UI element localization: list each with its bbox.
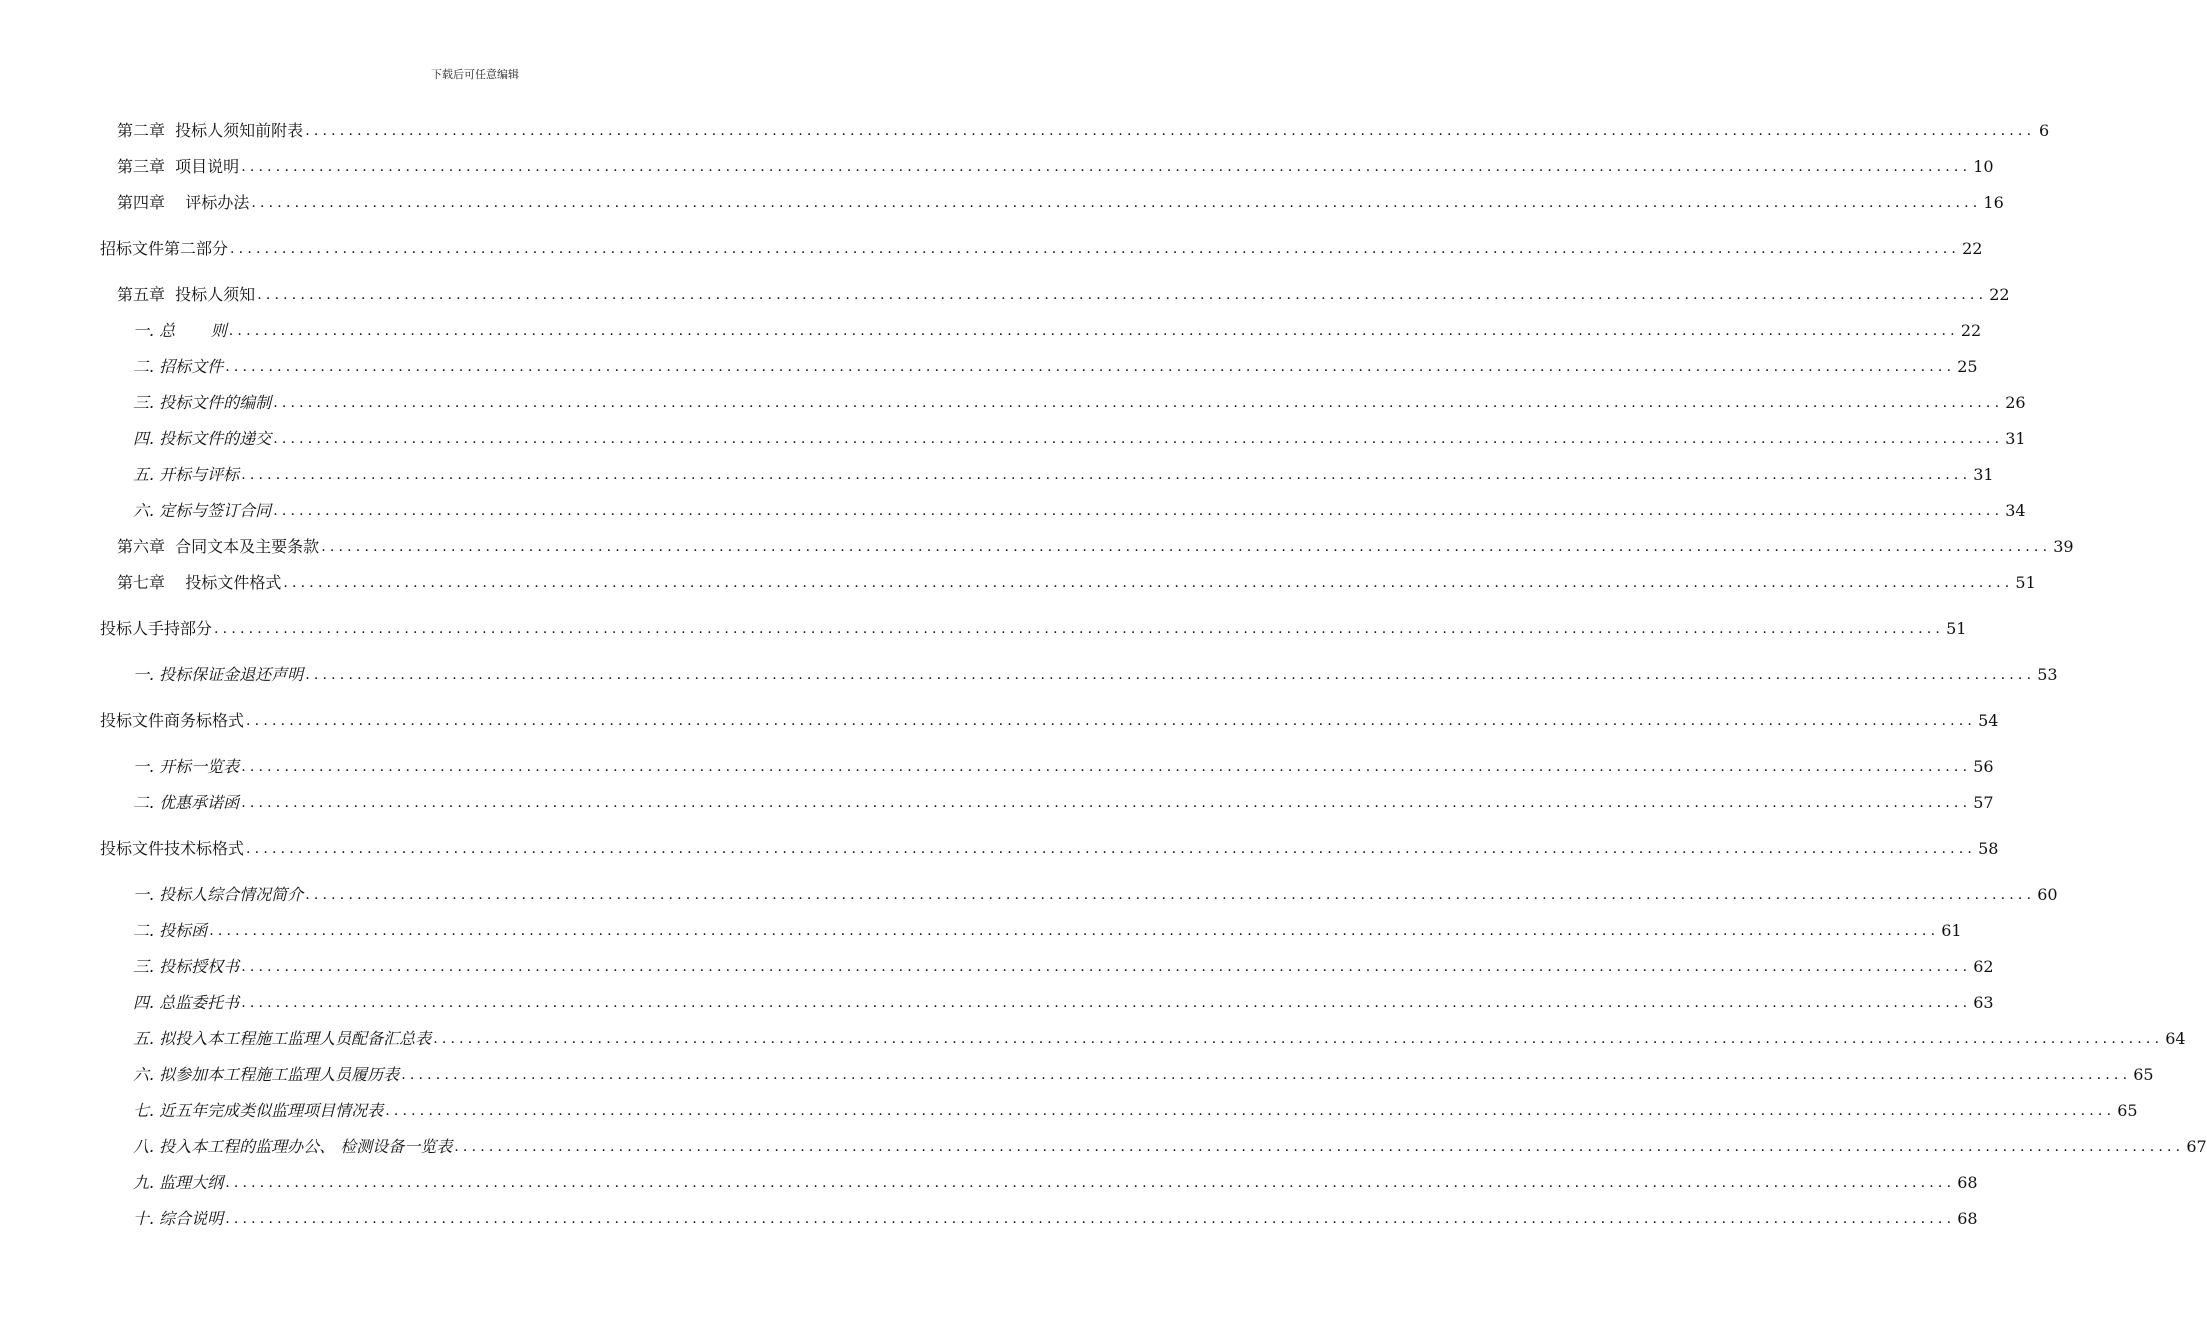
toc-entry-title: 二. 优惠承诺函 [133, 793, 240, 812]
toc-entry[interactable] [100, 835, 1999, 859]
toc-page-number: 34 [2005, 501, 2026, 520]
toc-entry-title: 投标文件商务标格式 [100, 711, 245, 730]
toc-entry-title: 投标人手持部分 [100, 619, 213, 638]
toc-entry-title: 二. 招标文件 [133, 357, 224, 376]
toc-page-number: 65 [2133, 1065, 2154, 1084]
toc-entry-title: 四. 投标文件的递交 [133, 429, 272, 448]
toc-page-number: 51 [1946, 619, 1967, 638]
toc-entry[interactable] [133, 1061, 2154, 1085]
toc-entry[interactable] [133, 461, 1994, 485]
toc-leader-dots: ........................................................................................................................................................................................................ [321, 539, 2052, 555]
toc-entry[interactable] [133, 425, 2026, 449]
toc-page-number: 65 [2117, 1101, 2138, 1120]
toc-entry[interactable] [133, 1169, 1978, 1193]
toc-page-number: 62 [1973, 957, 1994, 976]
toc-entry-title: 第七章 投标文件格式 [117, 573, 282, 592]
toc-page-number: 68 [1957, 1209, 1978, 1228]
toc-leader-dots: ........................................................................................................................................................................................................ [305, 887, 2036, 903]
toc-entry[interactable] [133, 1025, 2186, 1049]
toc-page-number: 25 [1957, 357, 1978, 376]
toc-leader-dots: ........................................................................................................................................................................................................ [241, 995, 1972, 1011]
toc-entry-title: 投标文件技术标格式 [100, 839, 245, 858]
toc-leader-dots: ........................................................................................................................................................................................................ [241, 159, 1972, 175]
toc-entry[interactable] [117, 153, 1994, 177]
toc-entry[interactable] [117, 189, 2004, 213]
toc-leader-dots: ........................................................................................................................................................................................................ [225, 359, 1956, 375]
toc-entry[interactable] [133, 1133, 2207, 1157]
toc-entry-title: 二. 投标函 [133, 921, 208, 940]
toc-leader-dots: ........................................................................................................................................................................................................ [454, 1139, 2185, 1155]
toc-leader-dots: ........................................................................................................................................................................................................ [241, 959, 1972, 975]
toc-leader-dots: ........................................................................................................................................................................................................ [401, 1067, 2132, 1083]
toc-leader-dots: ........................................................................................................................................................................................................ [241, 467, 1972, 483]
toc-entry-title: 第五章 投标人须知 [117, 285, 256, 304]
toc-entry-title: 第二章 投标人须知前附表 [117, 121, 304, 140]
toc-entry[interactable] [117, 569, 2036, 593]
toc-entry-title: 第三章 项目说明 [117, 157, 240, 176]
toc-entry[interactable] [133, 497, 2026, 521]
toc-leader-dots: ........................................................................................................................................................................................................ [251, 195, 1982, 211]
toc-leader-dots: ........................................................................................................................................................................................................ [257, 287, 1988, 303]
toc-page-number: 58 [1978, 839, 1999, 858]
toc-page-number: 16 [1983, 193, 2004, 212]
toc-entry-title: 一. 总 则 [133, 321, 227, 340]
toc-entry[interactable] [117, 117, 2050, 141]
toc-entry[interactable] [133, 661, 2058, 685]
toc-entry[interactable] [100, 235, 1983, 259]
toc-leader-dots: ........................................................................................................................................................................................................ [246, 713, 1977, 729]
toc-entry[interactable] [133, 1097, 2138, 1121]
toc-leader-dots: ........................................................................................................................................................................................................ [246, 841, 1977, 857]
toc-leader-dots: ........................................................................................................................................................................................................ [433, 1031, 2164, 1047]
toc-entry-title: 六. 拟参加本工程施工监理人员履历表 [133, 1065, 400, 1084]
toc-leader-dots: ........................................................................................................................................................................................................ [305, 667, 2036, 683]
toc-entry[interactable] [133, 317, 1982, 341]
toc-leader-dots: ........................................................................................................................................................................................................ [209, 923, 1940, 939]
toc-page-number: 57 [1973, 793, 1994, 812]
toc-entry[interactable] [133, 989, 1994, 1013]
toc-entry[interactable] [117, 533, 2074, 557]
toc-entry[interactable] [133, 789, 1994, 813]
toc-page-number: 31 [1973, 465, 1994, 484]
toc-entry[interactable] [133, 753, 1994, 777]
toc-page-number: 56 [1973, 757, 1994, 776]
toc-entry-title: 七. 近五年完成类似监理项目情况表 [133, 1101, 384, 1120]
toc-leader-dots: ........................................................................................................................................................................................................ [241, 795, 1972, 811]
toc-entry[interactable] [100, 615, 1967, 639]
toc-entry-title: 三. 投标授权书 [133, 957, 240, 976]
toc-entry[interactable] [133, 881, 2058, 905]
toc-page-number: 22 [1989, 285, 2010, 304]
toc-entry-title: 第四章 评标办法 [117, 193, 250, 212]
toc-entry[interactable] [100, 707, 1999, 731]
toc-entry[interactable] [133, 917, 1962, 941]
toc-leader-dots: ........................................................................................................................................................................................................ [273, 503, 2004, 519]
toc-entry[interactable] [133, 953, 1994, 977]
page-header: 下载后可任意编辑 [431, 68, 519, 81]
toc-entry-title: 三. 投标文件的编制 [133, 393, 272, 412]
toc-page-number: 64 [2165, 1029, 2186, 1048]
toc-entry-title: 招标文件第二部分 [100, 239, 229, 258]
toc-entry-title: 九. 监理大纲 [133, 1173, 224, 1192]
toc-page-number: 6 [2039, 121, 2050, 140]
toc-leader-dots: ........................................................................................................................................................................................................ [225, 1211, 1956, 1227]
toc-entry-title: 一. 开标一览表 [133, 757, 240, 776]
toc-entry-title: 六. 定标与签订合同 [133, 501, 272, 520]
toc-entry-title: 十. 综合说明 [133, 1209, 224, 1228]
toc-entry-title: 一. 投标人综合情况简介 [133, 885, 304, 904]
toc-leader-dots: ........................................................................................................................................................................................................ [230, 241, 1961, 257]
toc-leader-dots: ........................................................................................................................................................................................................ [283, 575, 2014, 591]
toc-page-number: 31 [2005, 429, 2026, 448]
toc-page-number: 53 [2037, 665, 2058, 684]
toc-page-number: 22 [1962, 239, 1983, 258]
toc-page-number: 60 [2037, 885, 2058, 904]
toc-leader-dots: ........................................................................................................................................................................................................ [273, 395, 2004, 411]
toc-leader-dots: ........................................................................................................................................................................................................ [305, 123, 2036, 139]
toc-page-number: 22 [1960, 321, 1982, 340]
toc-entry[interactable] [133, 353, 1978, 377]
toc-entry[interactable] [133, 1205, 1978, 1229]
toc-page-number: 39 [2053, 537, 2074, 556]
toc-leader-dots: ........................................................................................................................................................................................................ [214, 621, 1945, 637]
toc-page-number: 68 [1957, 1173, 1978, 1192]
toc-leader-dots: ........................................................................................................................................................................................................ [273, 431, 2004, 447]
toc-page-number: 63 [1973, 993, 1994, 1012]
toc-entry[interactable] [117, 281, 2010, 305]
toc-entry-title: 五. 开标与评标 [133, 465, 240, 484]
toc-page-number: 67 [2186, 1137, 2207, 1156]
toc-entry-title: 一. 投标保证金退还声明 [133, 665, 304, 684]
toc-entry-title: 五. 拟投入本工程施工监理人员配备汇总表 [133, 1029, 432, 1048]
toc-entry-title: 八. 投入本工程的监理办公、 检测设备一览表 [133, 1137, 453, 1156]
toc-leader-dots: ........................................................................................................................................................................................................ [241, 759, 1972, 775]
toc-page-number: 51 [2015, 573, 2036, 592]
toc-entry[interactable] [133, 389, 2026, 413]
toc-entry-title: 四. 总监委托书 [133, 993, 240, 1012]
toc-page-number: 10 [1973, 157, 1994, 176]
toc-page-number: 61 [1941, 921, 1962, 940]
toc-leader-dots: ........................................................................................................................................................................................................ [385, 1103, 2116, 1119]
toc-page-number: 26 [2005, 393, 2026, 412]
toc-page-number: 54 [1978, 711, 1999, 730]
toc-leader-dots: ........................................................................................................................................................................................................ [228, 323, 1959, 339]
toc-leader-dots: ........................................................................................................................................................................................................ [225, 1175, 1956, 1191]
toc-entry-title: 第六章 合同文本及主要条款 [117, 537, 320, 556]
